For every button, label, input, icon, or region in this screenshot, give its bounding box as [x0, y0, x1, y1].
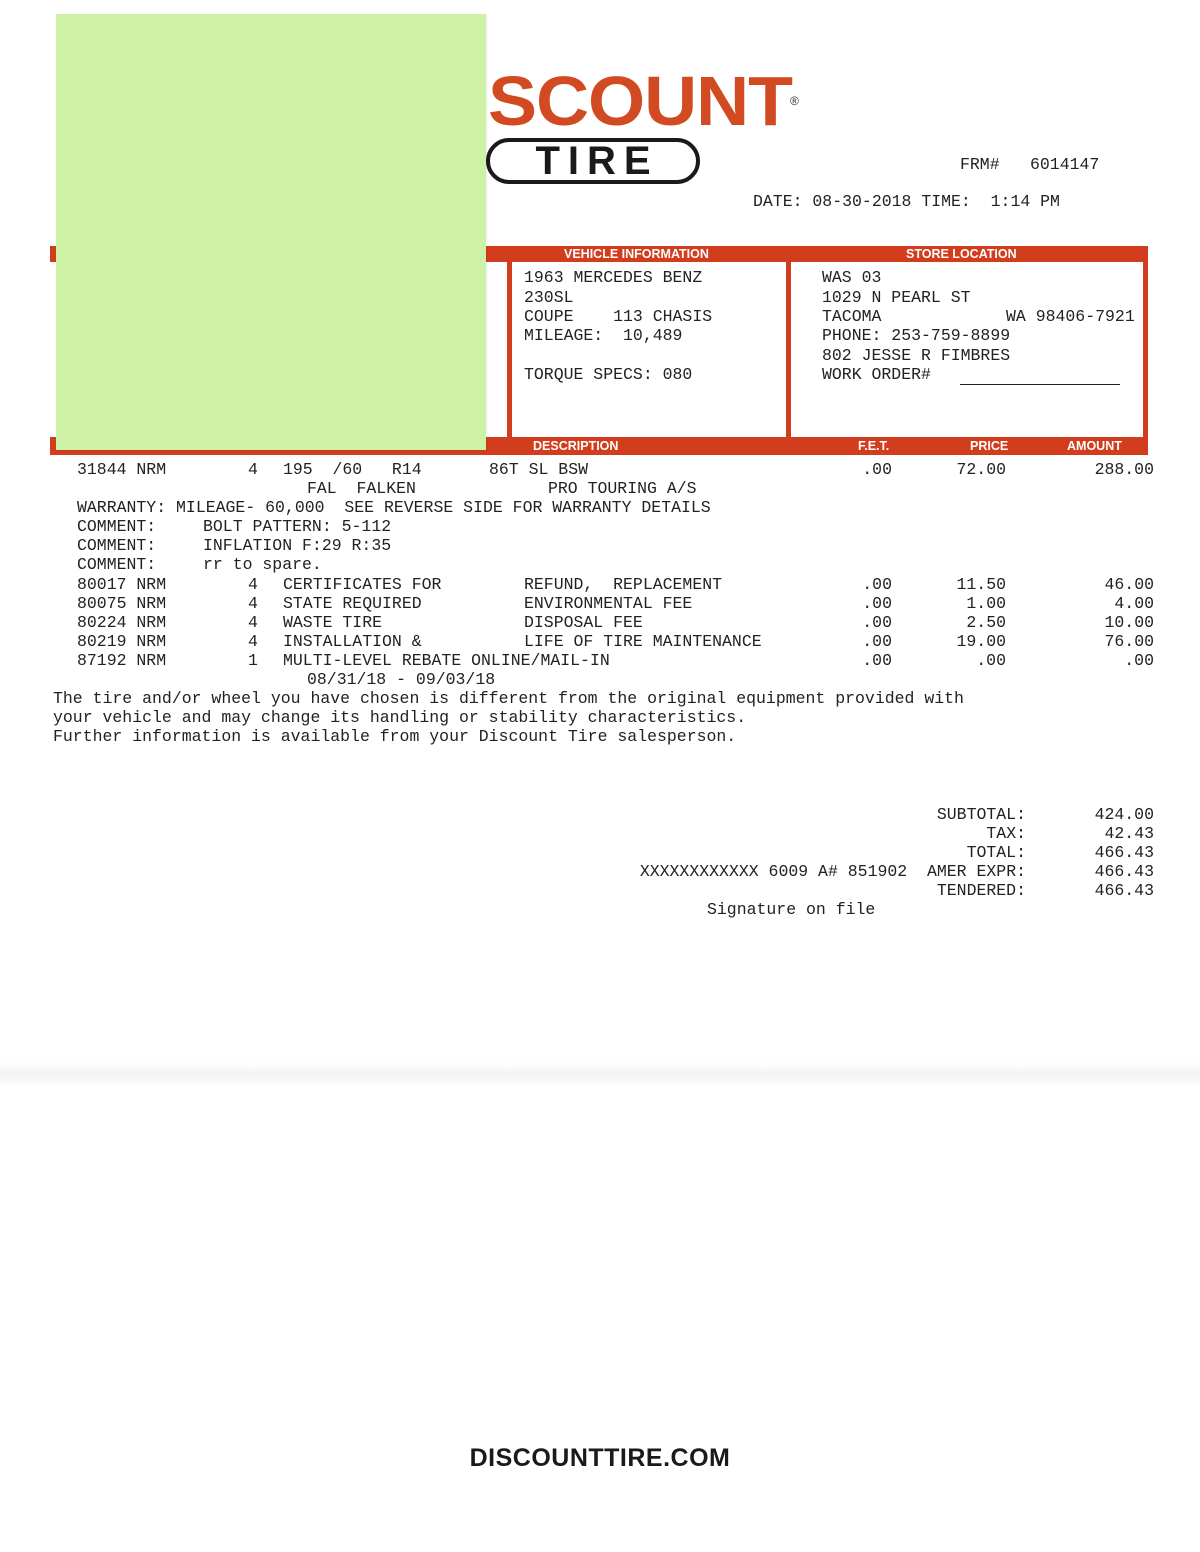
subtotal-label: SUBTOTAL:	[936, 805, 1026, 824]
line-amount: 4.00	[1114, 594, 1154, 613]
store-salesperson: 802 JESSE R FIMBRES	[822, 346, 1011, 365]
total-label: TOTAL:	[966, 843, 1026, 862]
line-amount: 76.00	[1104, 632, 1154, 651]
col-description: DESCRIPTION	[533, 439, 619, 453]
tire-qty: 4	[248, 460, 258, 479]
line-desc1: STATE REQUIRED	[283, 594, 422, 613]
tire-desc: 86T SL BSW	[489, 460, 589, 479]
line-price: 1.00	[966, 594, 1006, 613]
line-qty: 1	[248, 651, 258, 670]
notice-line-3: Further information is available from your Discount Tire salesperson.	[53, 727, 737, 746]
line-amount: 46.00	[1104, 575, 1154, 594]
store-box-right-border	[1143, 262, 1148, 438]
total-value: 466.43	[1094, 843, 1154, 862]
line-price: 11.50	[956, 575, 1006, 594]
comment-text: INFLATION F:29 R:35	[203, 536, 392, 555]
frm-label: FRM#	[960, 155, 1000, 174]
tire-brand: FAL FALKEN	[307, 479, 416, 498]
line-qty: 4	[248, 594, 258, 613]
line-desc2: LIFE OF TIRE MAINTENANCE	[524, 632, 762, 651]
line-code: 80224 NRM	[77, 613, 167, 632]
sticky-note	[56, 14, 486, 450]
vehicle-box-right-border	[786, 262, 791, 438]
tire-code: 31844 NRM	[77, 460, 167, 479]
line-qty: 4	[248, 613, 258, 632]
rebate-dates: 08/31/18 - 09/03/18	[307, 670, 496, 689]
frm-number: 6014147	[1030, 155, 1100, 174]
col-amount: AMOUNT	[1067, 439, 1122, 453]
registered-mark: ®	[790, 94, 799, 108]
vehicle-box-left-border	[507, 262, 512, 438]
line-code: 80219 NRM	[77, 632, 167, 651]
tire-model: PRO TOURING A/S	[548, 479, 697, 498]
vehicle-line-2: 230SL	[524, 288, 574, 307]
tire-size: 195 /60 R14	[283, 460, 422, 479]
tax-value: 42.43	[1104, 824, 1154, 843]
vehicle-line-1: 1963 MERCEDES BENZ	[524, 268, 703, 287]
notice-line-2: your vehicle and may change its handling or stability characteristics.	[53, 708, 747, 727]
line-fet: .00	[862, 632, 892, 651]
card-line: XXXXXXXXXXXX 6009 A# 851902 AMER EXPR:	[639, 862, 1026, 881]
tire-fet: .00	[862, 460, 892, 479]
store-location-title: STORE LOCATION	[906, 247, 1017, 261]
card-amount: 466.43	[1094, 862, 1154, 881]
line-price: .00	[976, 651, 1006, 670]
tire-amount: 288.00	[1094, 460, 1154, 479]
comment-label: COMMENT:	[77, 555, 157, 574]
line-amount: .00	[1124, 651, 1154, 670]
subtotal-value: 424.00	[1094, 805, 1154, 824]
work-order-line	[960, 384, 1120, 385]
comment-label: COMMENT:	[77, 517, 157, 536]
store-city: TACOMA	[822, 307, 882, 326]
line-fet: .00	[862, 613, 892, 632]
line-desc1: WASTE TIRE	[283, 613, 383, 632]
comment-text: BOLT PATTERN: 5-112	[203, 517, 392, 536]
comment-label: COMMENT:	[77, 536, 157, 555]
line-amount: 10.00	[1104, 613, 1154, 632]
line-fet: .00	[862, 651, 892, 670]
tax-label: TAX:	[986, 824, 1026, 843]
logo-wordmark-tire: TIRE	[486, 138, 700, 184]
line-qty: 4	[248, 575, 258, 594]
store-phone: PHONE: 253-759-8899	[822, 326, 1011, 345]
line-desc2: ENVIRONMENTAL FEE	[524, 594, 693, 613]
tire-price: 72.00	[956, 460, 1006, 479]
signature-on-file: Signature on file	[707, 900, 876, 919]
vehicle-info-title: VEHICLE INFORMATION	[564, 247, 709, 261]
col-fet: F.E.T.	[858, 439, 890, 453]
line-desc1: CERTIFICATES FOR	[283, 575, 442, 594]
line-fet: .00	[862, 594, 892, 613]
store-line-1: WAS 03	[822, 268, 882, 287]
line-fet: .00	[862, 575, 892, 594]
tendered-value: 466.43	[1094, 881, 1154, 900]
line-qty: 4	[248, 632, 258, 651]
notice-line-1: The tire and/or wheel you have chosen is different from the original equipment provided with	[53, 689, 964, 708]
work-order-label: WORK ORDER#	[822, 365, 931, 384]
line-desc1: MULTI-LEVEL REBATE ONLINE/MAIL-IN	[283, 651, 610, 670]
tendered-label: TENDERED:	[936, 881, 1026, 900]
store-state-zip: WA 98406-7921	[1006, 307, 1135, 326]
vehicle-line-3: COUPE 113 CHASIS	[524, 307, 713, 326]
vehicle-torque: TORQUE SPECS: 080	[524, 365, 693, 384]
footer-website: DISCOUNTTIRE.COM	[469, 1444, 731, 1472]
line-price: 2.50	[966, 613, 1006, 632]
line-desc1: INSTALLATION &	[283, 632, 422, 651]
scan-fold-band	[0, 1062, 1200, 1088]
logo-wordmark-top: SCOUNT	[488, 62, 793, 140]
line-price: 19.00	[956, 632, 1006, 651]
line-desc2: REFUND, REPLACEMENT	[524, 575, 723, 594]
col-price: PRICE	[970, 439, 1009, 453]
line-code: 87192 NRM	[77, 651, 167, 670]
line-code: 80017 NRM	[77, 575, 167, 594]
date-time: DATE: 08-30-2018 TIME: 1:14 PM	[753, 192, 1060, 211]
line-desc2: DISPOSAL FEE	[524, 613, 643, 632]
store-address: 1029 N PEARL ST	[822, 288, 971, 307]
line-code: 80075 NRM	[77, 594, 167, 613]
comment-text: rr to spare.	[203, 555, 322, 574]
vehicle-mileage: MILEAGE: 10,489	[524, 326, 683, 345]
warranty-line: WARRANTY: MILEAGE- 60,000 SEE REVERSE SIDE FOR WARRANTY DETAILS	[77, 498, 711, 517]
